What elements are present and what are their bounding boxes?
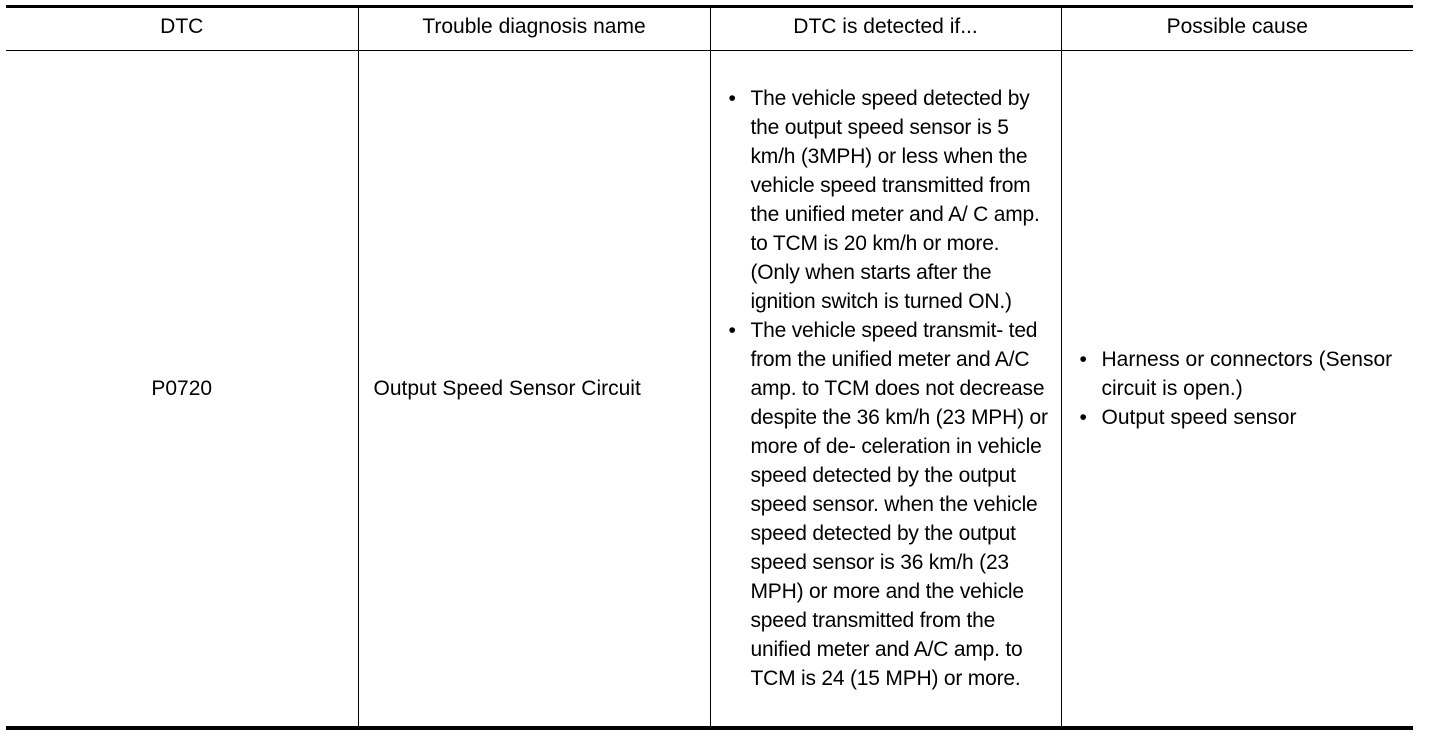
detection-condition-text: The vehicle speed transmit- ted from the unified meter and A/C amp. to TCM does not decrease despite the 36 km/h (23 MPH) or more of de- celeration in vehicle speed detected by the output speed sensor. when the vehicle speed detected by the output speed sensor is 36 km/h (23 MPH) or more and the vehicle speed transmitted from the unified meter and A/C amp. to TCM is 24 (15 MPH) or more. [750, 319, 1048, 690]
detection-condition-item [726, 316, 1049, 693]
trouble-diagnosis-name: Output Speed Sensor Circuit [358, 51, 710, 729]
header-possible-cause: Possible cause [1061, 7, 1413, 51]
detection-condition-list [711, 84, 1061, 693]
possible-cause-item [1077, 345, 1404, 403]
bullet-icon: • [1079, 348, 1087, 371]
possible-cause-text: Output speed sensor [1101, 406, 1297, 429]
possible-cause-item [1077, 403, 1404, 432]
detection-condition-item [726, 84, 1049, 316]
detection-condition-text: The vehicle speed detected by the output speed sensor is 5 km/h (3MPH) or less when the vehicle speed transmitted from the unified meter and A/ C amp. to TCM is 20 km/h or more. (Only when starts after the ignition switch is turned ON.) [750, 87, 1040, 313]
header-row [6, 7, 1413, 51]
header-dtc-detected-if: DTC is detected if... [710, 7, 1061, 51]
table-header [6, 7, 1413, 51]
dtc-code: P0720 [6, 51, 358, 729]
dtc-table [6, 5, 1413, 730]
possible-cause-cell [1061, 51, 1413, 729]
detection-condition-cell [710, 51, 1061, 729]
possible-cause-list [1062, 345, 1414, 432]
table-body [6, 51, 1413, 729]
header-dtc: DTC [6, 7, 358, 51]
possible-cause-text: Harness or connectors (Sensor circuit is open.) [1101, 348, 1393, 400]
table-row [6, 51, 1413, 729]
bullet-icon: • [728, 319, 736, 342]
bullet-icon: • [728, 87, 736, 110]
header-trouble-diagnosis-name: Trouble diagnosis name [358, 7, 710, 51]
bullet-icon: • [1079, 406, 1087, 429]
